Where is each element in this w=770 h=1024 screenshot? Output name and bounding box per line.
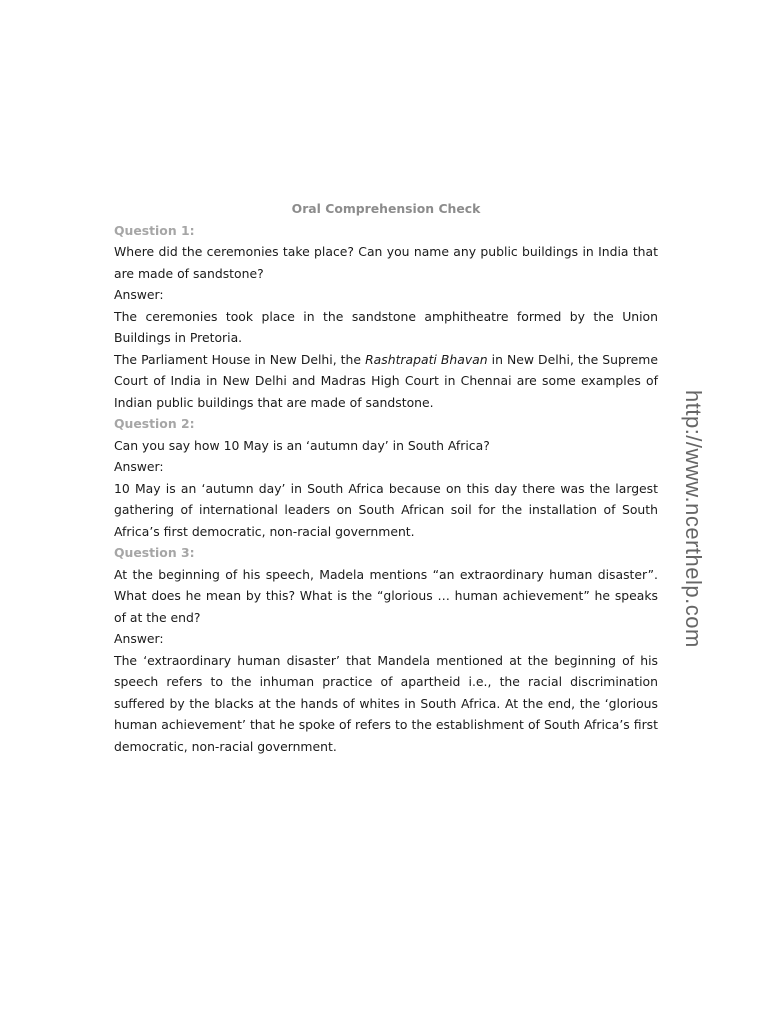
question-1-answer-label: Answer: xyxy=(114,287,164,302)
answer-text-segment: The Parliament House in New Delhi, the xyxy=(114,351,366,367)
question-1-answer-paragraph-2 xyxy=(114,349,658,414)
question-3-heading: Question 3: xyxy=(114,545,195,560)
question-2-heading: Question 2: xyxy=(114,416,195,431)
question-2-answer-label: Answer: xyxy=(114,459,164,474)
question-1-text: Where did the ceremonies take place? Can you name any public buildings in India that are made of sandstone? xyxy=(114,244,658,281)
question-1-heading: Question 1: xyxy=(114,222,195,238)
answer-text-segment: in New Delhi, the Supreme Court of India in New Delhi and Madras High Court in Chennai are some examples of Indian public buildings that are made of sandstone. xyxy=(114,351,658,410)
question-1-answer-paragraph-1: The ceremonies took place in the sandstone amphitheatre formed by the Union Buildings in Pretoria. xyxy=(114,308,658,345)
question-2-text: Can you say how 10 May is an ‘autumn day’ in South Africa? xyxy=(114,437,490,453)
question-3-text: At the beginning of his speech, Madela mentions “an extraordinary human disaster”. What does he mean by this? What is the “glorious … human achievement” he speaks of at the end? xyxy=(114,566,658,625)
document-content xyxy=(114,198,658,757)
watermark-url: http://www.ncerthelp.com xyxy=(681,390,706,648)
question-2-answer: 10 May is an ‘autumn day’ in South Africa because on this day there was the largest gathering of international leaders on South African soil for the installation of South Africa’s first democratic, non-racial government. xyxy=(114,480,658,539)
answer-italic-term: Rashtrapati Bhavan xyxy=(365,351,488,367)
question-3-answer: The ‘extraordinary human disaster’ that Mandela mentioned at the beginning of his speech refers to the inhuman practice of apartheid i.e., the racial discrimination suffered by the blacks at the hands of whites in South Africa. At the end, the ‘glorious human achievement’ that he spoke of refers to the establishment of South Africa’s first democratic, non-racial government. xyxy=(114,652,658,754)
question-3-answer-label: Answer: xyxy=(114,631,164,646)
page-title: Oral Comprehension Check xyxy=(291,201,481,216)
